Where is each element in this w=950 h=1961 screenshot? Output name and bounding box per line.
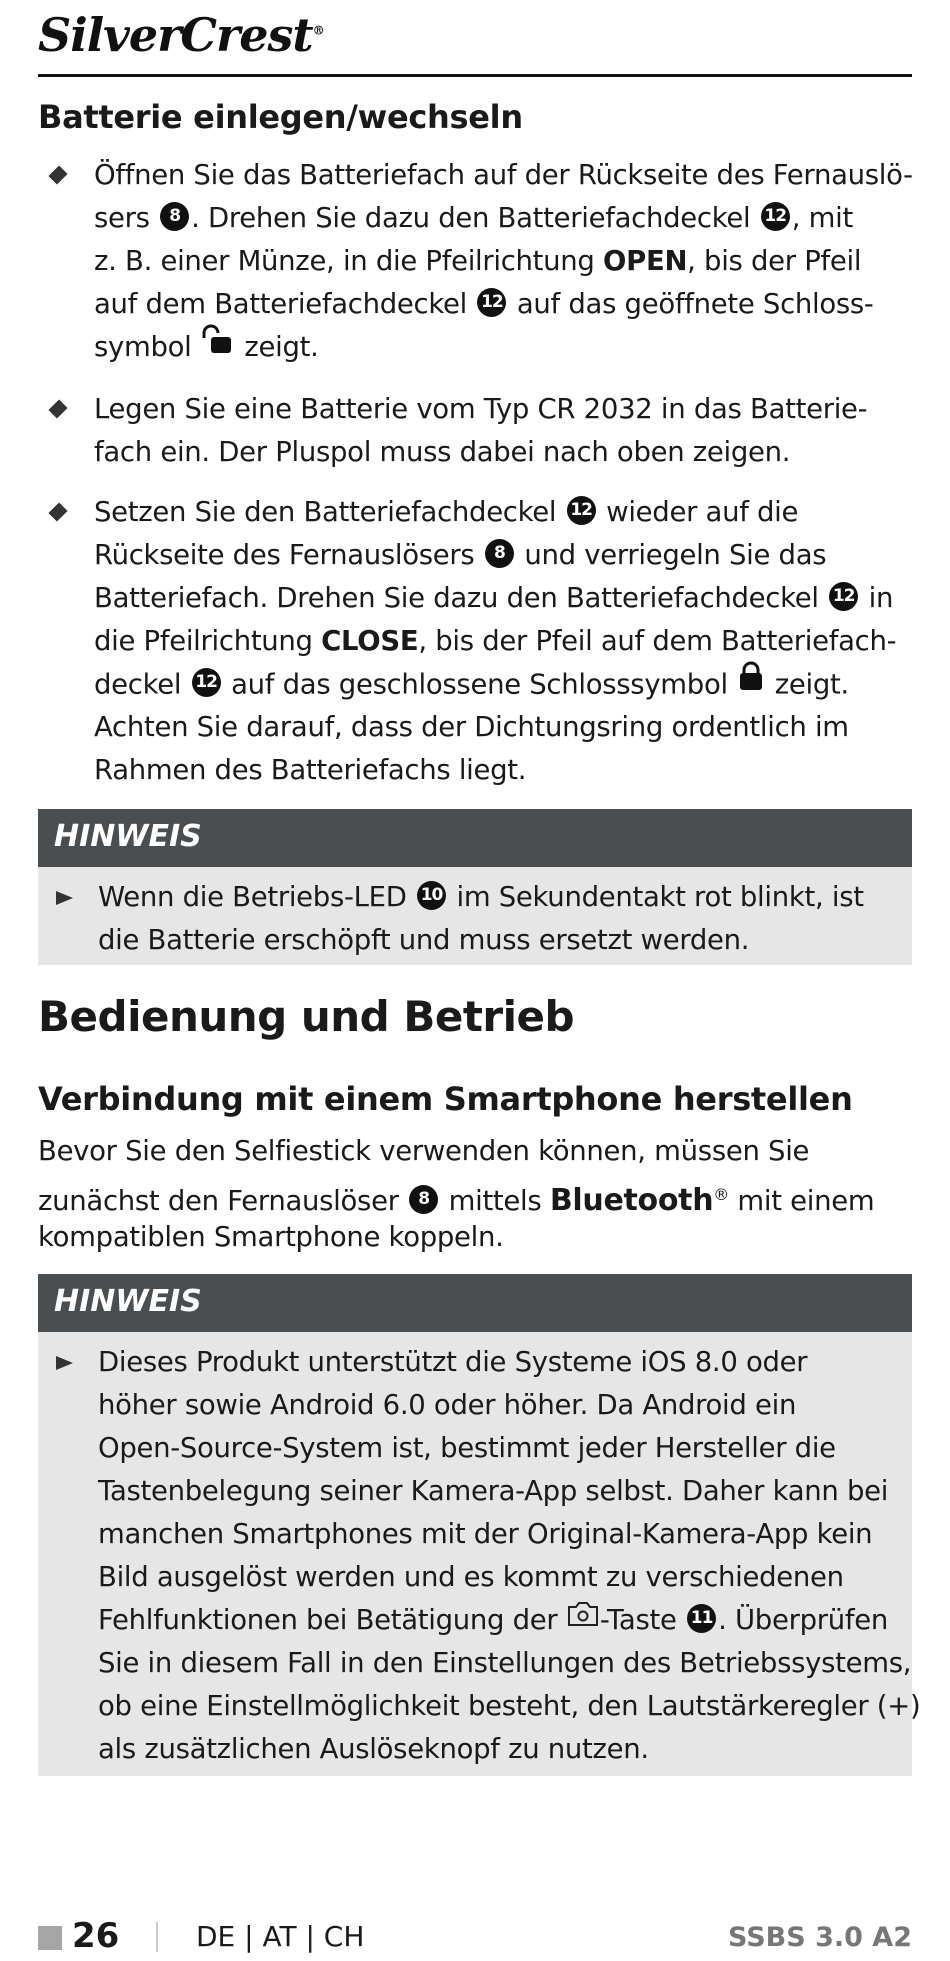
lock-open-icon [200,324,236,367]
ref-number-12: 12 [761,202,790,231]
model-number: SSBS 3.0 A2 [727,1922,912,1953]
ref-number-12: 12 [829,582,858,611]
diamond-bullet-icon [48,502,67,521]
brand-logo: SilverCrest® [38,8,324,62]
page-footer [38,1916,912,1956]
section-heading-operation: Bedienung und Betrieb [38,992,575,1041]
section-heading-battery: Batterie einlegen/wechseln [38,98,523,136]
ref-number-8: 8 [409,1185,438,1214]
lock-closed-icon [736,660,766,705]
ref-number-12: 12 [192,668,221,697]
triangle-bullet-icon [56,1356,73,1370]
footer-square-icon [38,1926,62,1950]
diamond-bullet-icon [48,399,67,418]
ref-number-12: 12 [477,288,506,317]
paragraph-pairing: Bevor Sie den Selfiestick verwenden können, müssen Sie zunächst den Fernauslöser 8 mittels Bluetooth® mit einem kompatiblen Smartphone koppeln. [38,1135,875,1253]
note-body: Dieses Produkt unterstützt die Systeme iOS 8.0 oder höher sowie Android 6.0 oder höher. Da Android ein Open-Source-System ist, bestimmt jeder Hersteller die Tastenbelegung seiner Kamera-App selbst. Daher kann bei manchen Smartphones mit der Original-Kamera-App kein Bild ausgelöst werden und es kommt zu verschiedenen Fehlfunktionen bei Betätigung der -Taste 11 . Überprüfen Sie in diesem Fall in den Einstellungen des Betriebssystems, ob eine Einstellmöglichkeit besteht, den Lautstärkeregler (+) als zusätzlichen Auslöseknopf zu nutzen. [38,1332,912,1776]
triangle-bullet-icon [56,891,73,905]
footer-divider [156,1922,158,1952]
ref-number-10: 10 [417,881,446,910]
ref-number-12: 12 [567,496,596,525]
camera-icon [566,1597,600,1640]
note-body: Wenn die Betriebs-LED 10 im Sekundentakt rot blinkt, ist die Batterie erschöpft und muss ersetzt werden. [38,867,912,965]
section-heading-smartphone: Verbindung mit einem Smartphone herstellen [38,1080,853,1118]
country-codes: DE | AT | CH [196,1920,365,1953]
ref-number-11: 11 [687,1604,716,1633]
ref-number-8: 8 [485,539,514,568]
page-number: 26 [72,1916,120,1956]
ref-number-8: 8 [160,202,189,231]
diamond-bullet-icon [48,165,67,184]
note-header: HINWEIS [38,1274,912,1332]
note-header: HINWEIS [38,809,912,867]
header-rule [38,74,912,77]
